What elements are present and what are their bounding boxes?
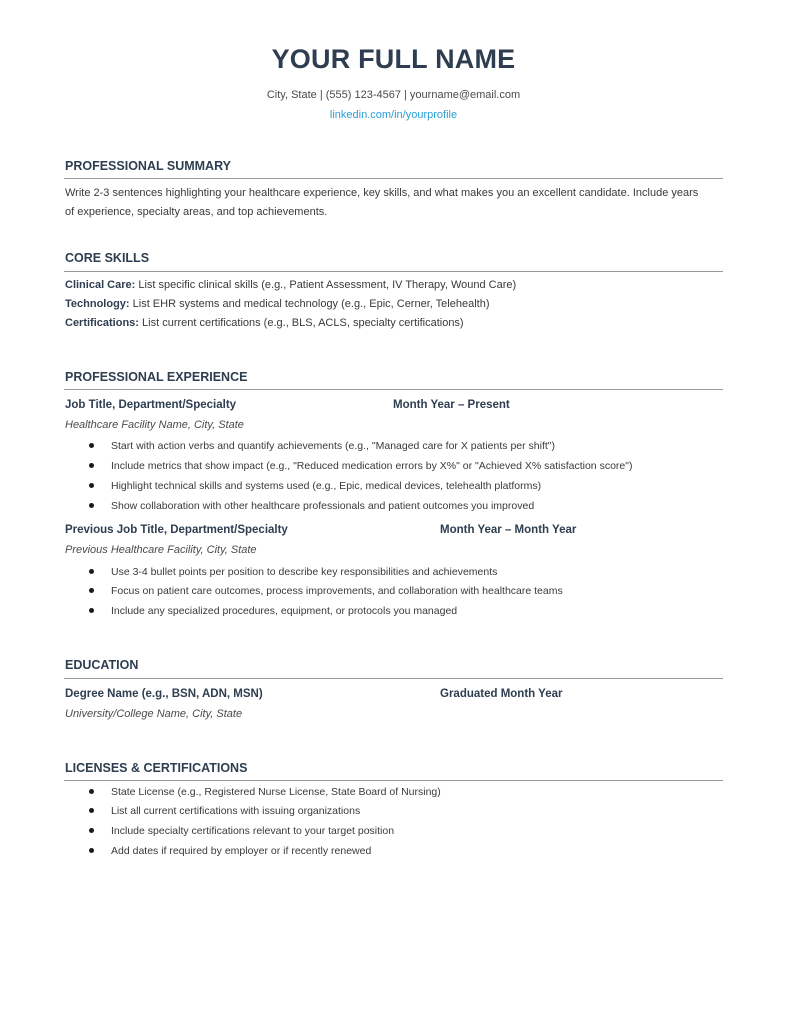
section-title-experience: PROFESSIONAL EXPERIENCE bbox=[65, 370, 248, 384]
skill-clinical-care bbox=[65, 279, 516, 291]
bullet-icon bbox=[89, 588, 94, 593]
bullet-icon bbox=[89, 848, 94, 853]
list-item bbox=[89, 605, 457, 617]
bullet-icon bbox=[89, 503, 94, 508]
skill-text: List specific clinical skills (e.g., Patient Assessment, IV Therapy, Wound Care) bbox=[135, 279, 517, 291]
skill-text: List current certifications (e.g., BLS, ACLS, specialty certifications) bbox=[138, 317, 464, 329]
linkedin-link[interactable]: linkedin.com/in/yourprofile bbox=[329, 109, 458, 121]
bullet-icon bbox=[89, 608, 94, 613]
list-item bbox=[89, 805, 360, 817]
skill-technology bbox=[65, 298, 490, 310]
bullet-text: Start with action verbs and quantify achievements (e.g., "Managed care for X patients per shift") bbox=[111, 440, 556, 452]
section-title-education: EDUCATION bbox=[65, 658, 139, 672]
job-title: Previous Job Title, Department/Specialty bbox=[65, 524, 288, 536]
skill-label: Technology: bbox=[65, 298, 130, 310]
list-item bbox=[89, 786, 441, 798]
section-divider bbox=[64, 678, 723, 679]
school-name: University/College Name, City, State bbox=[65, 708, 243, 720]
section-divider bbox=[64, 271, 723, 272]
list-item bbox=[89, 460, 632, 472]
job-title: Job Title, Department/Specialty bbox=[65, 399, 237, 411]
section-divider bbox=[64, 780, 723, 781]
job-facility: Healthcare Facility Name, City, State bbox=[65, 419, 244, 431]
job-dates: Month Year – Month Year bbox=[440, 524, 577, 536]
degree-name: Degree Name (e.g., BSN, ADN, MSN) bbox=[65, 688, 263, 700]
summary-text bbox=[65, 184, 725, 221]
bullet-text: State License (e.g., Registered Nurse License, State Board of Nursing) bbox=[111, 786, 441, 798]
skill-text: List EHR systems and medical technology (e.g., Epic, Cerner, Telehealth) bbox=[129, 298, 490, 310]
list-item bbox=[89, 440, 555, 452]
summary-line: of experience, specialty areas, and top achievements. bbox=[65, 205, 328, 218]
skill-label: Clinical Care: bbox=[65, 279, 136, 291]
section-title-licenses: LICENSES & CERTIFICATIONS bbox=[65, 761, 248, 775]
skill-certifications bbox=[65, 317, 464, 329]
job-facility: Previous Healthcare Facility, City, State bbox=[65, 544, 257, 556]
bullet-icon bbox=[89, 808, 94, 813]
contact-info: City, State | (555) 123-4567 | yourname@email.com bbox=[266, 89, 521, 101]
section-divider bbox=[64, 178, 723, 179]
bullet-icon bbox=[89, 443, 94, 448]
bullet-icon bbox=[89, 789, 94, 794]
full-name: YOUR FULL NAME bbox=[271, 44, 516, 74]
skill-label: Certifications: bbox=[65, 317, 139, 329]
graduation-date: Graduated Month Year bbox=[440, 688, 563, 700]
bullet-text: Include specialty certifications relevant to your target position bbox=[111, 825, 395, 837]
list-item bbox=[89, 825, 394, 837]
bullet-icon bbox=[89, 483, 94, 488]
summary-line: Write 2-3 sentences highlighting your healthcare experience, key skills, and what makes you an excellent candidate. Include years bbox=[65, 187, 699, 199]
bullet-text: Highlight technical skills and systems used (e.g., Epic, medical devices, telehealth platforms) bbox=[111, 480, 542, 492]
bullet-icon bbox=[89, 828, 94, 833]
bullet-text: Use 3-4 bullet points per position to describe key responsibilities and achievements bbox=[111, 566, 498, 578]
bullet-icon bbox=[89, 569, 94, 574]
bullet-text: Add dates if required by employer or if recently renewed bbox=[111, 845, 372, 857]
list-item bbox=[89, 500, 534, 512]
job-dates: Month Year – Present bbox=[393, 399, 510, 411]
list-item bbox=[89, 585, 563, 597]
bullet-text: Show collaboration with other healthcare professionals and patient outcomes you improved bbox=[111, 500, 535, 512]
section-title-skills: CORE SKILLS bbox=[65, 251, 150, 265]
bullet-text: List all current certifications with issuing organizations bbox=[111, 805, 361, 817]
bullet-text: Include any specialized procedures, equipment, or protocols you managed bbox=[111, 605, 458, 617]
list-item bbox=[89, 845, 371, 857]
bullet-text: Focus on patient care outcomes, process improvements, and collaboration with healthcare teams bbox=[111, 585, 563, 597]
bullet-icon bbox=[89, 463, 94, 468]
list-item bbox=[89, 566, 497, 578]
section-title-summary: PROFESSIONAL SUMMARY bbox=[65, 159, 231, 173]
list-item bbox=[89, 480, 541, 492]
section-divider bbox=[64, 389, 723, 390]
bullet-text: Include metrics that show impact (e.g., "Reduced medication errors by X%" or "Achieved X% satisfaction score") bbox=[111, 460, 633, 472]
